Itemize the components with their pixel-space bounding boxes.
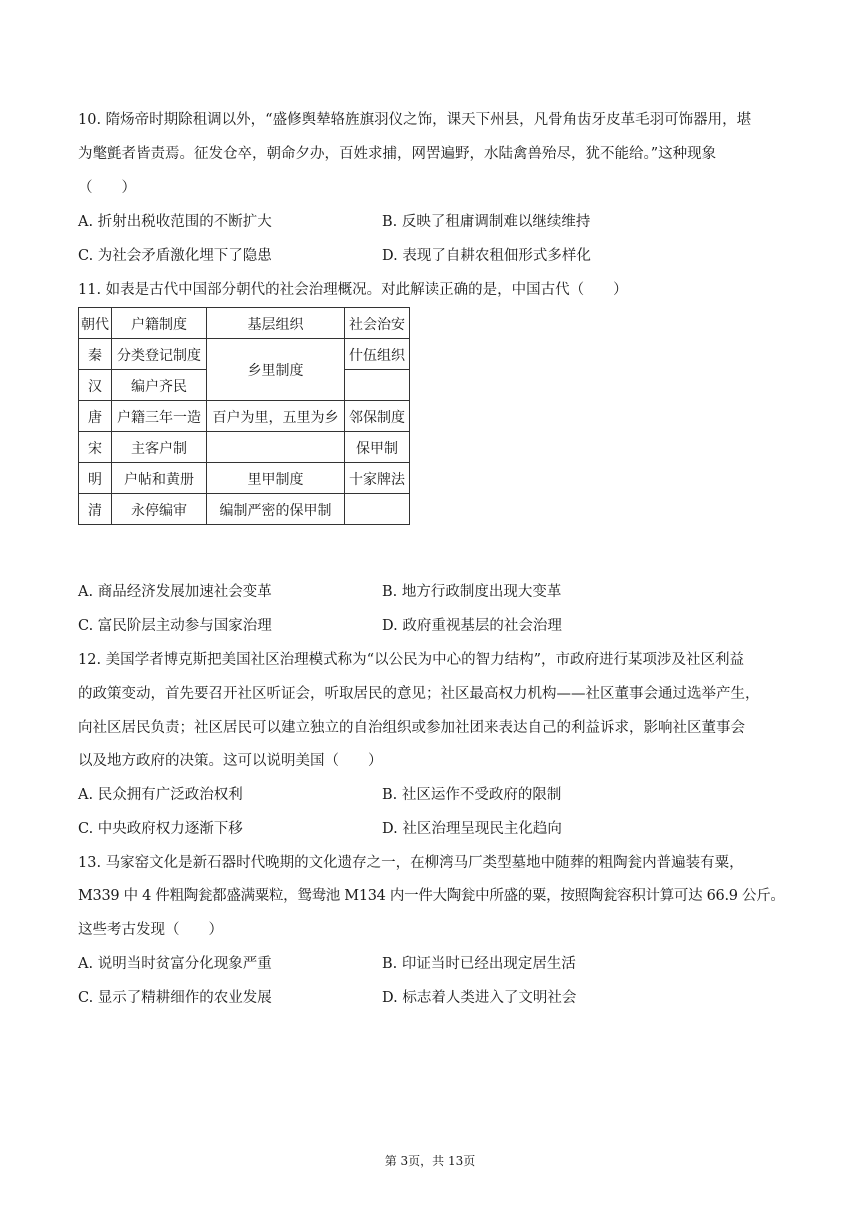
table-cell: 十家牌法 xyxy=(345,463,410,494)
table-row xyxy=(79,401,410,432)
table-cell: 分类登记制度 xyxy=(112,339,207,370)
q13-option-b: B. 印证当时已经出现定居生活 xyxy=(382,956,576,972)
q13-option-d: D. 标志着人类进入了文明社会 xyxy=(382,990,577,1006)
table-cell: 编制严密的保甲制 xyxy=(207,494,345,525)
q10-stem-line-3: （ ） xyxy=(78,180,136,196)
q13-option-a: A. 说明当时贫富分化现象严重 xyxy=(78,956,272,972)
table-cell xyxy=(207,432,345,463)
q12-option-c: C. 中央政府权力逐渐下移 xyxy=(78,821,243,837)
table-cell: 里甲制度 xyxy=(207,463,345,494)
q13-stem-line-2: M339 中 4 件粗陶瓮都盛满粟粒，鸳鸯池 M134 内一件大陶瓮中所盛的粟，按照陶瓮容积计算可达 66.9 公斤。 xyxy=(78,888,785,904)
q12-stem-line-1: 12. 美国学者博克斯把美国社区治理模式称为“以公民为中心的智力结构”，市政府进行某项涉及社区利益 xyxy=(78,652,744,668)
q12-stem-line-2: 的政策变动，首先要召开社区听证会，听取居民的意见；社区最高权力机构——社区董事会通过选举产生， xyxy=(78,686,760,702)
table-cell: 什伍组织 xyxy=(345,339,410,370)
q13-stem-line-3: 这些考古发现（ ） xyxy=(78,922,223,938)
q12-stem-line-4: 以及地方政府的决策。这可以说明美国（ ） xyxy=(78,753,383,769)
table-cell: 唐 xyxy=(79,401,112,432)
table-cell: 主客户制 xyxy=(112,432,207,463)
q10-option-a: A. 折射出税收范围的不断扩大 xyxy=(78,214,272,230)
table-header-row xyxy=(79,308,410,339)
table-header-cell: 基层组织 xyxy=(207,308,345,339)
q11-option-b: B. 地方行政制度出现大变革 xyxy=(382,584,562,600)
q10-option-b: B. 反映了租庸调制难以继续维持 xyxy=(382,214,591,230)
q10-stem-line-2: 为氅氈者皆责焉。征发仓卒，朝命夕办，百姓求捕，网罟遍野，水陆禽兽殆尽，犹不能给。”这种现象 xyxy=(78,146,717,162)
table-cell: 明 xyxy=(79,463,112,494)
q12-option-d: D. 社区治理呈现民主化趋向 xyxy=(382,821,562,837)
table-cell: 编户齐民 xyxy=(112,370,207,401)
table-cell xyxy=(345,370,410,401)
q11-option-a: A. 商品经济发展加速社会变革 xyxy=(78,584,272,600)
table-cell: 百户为里，五里为乡 xyxy=(207,401,345,432)
q11-stem: 11. 如表是古代中国部分朝代的社会治理概况。对此解读正确的是，中国古代（ ） xyxy=(78,282,628,298)
q13-stem-line-1: 13. 马家窑文化是新石器时代晚期的文化遗存之一，在柳湾马厂类型墓地中随葬的粗陶瓮内普遍装有粟， xyxy=(78,855,744,871)
q10-stem-line-1: 10. 隋炀帝时期除租调以外，“盛修舆辇辂旌旗羽仪之饰，课天下州县，凡骨角齿牙皮革毛羽可饰器用，堪 xyxy=(78,112,752,128)
table-row xyxy=(79,432,410,463)
page-number-footer: 第 3页，共 13页 xyxy=(384,1154,476,1168)
table-header-cell: 朝代 xyxy=(79,308,112,339)
table-cell: 宋 xyxy=(79,432,112,463)
table-cell: 乡里制度 xyxy=(207,339,345,401)
table-row xyxy=(79,463,410,494)
table-row xyxy=(79,494,410,525)
table-row xyxy=(79,339,410,370)
q12-option-b: B. 社区运作不受政府的限制 xyxy=(382,787,562,803)
table-cell: 邻保制度 xyxy=(345,401,410,432)
table-cell: 秦 xyxy=(79,339,112,370)
q12-option-a: A. 民众拥有广泛政治权利 xyxy=(78,787,243,803)
table-cell: 户籍三年一造 xyxy=(112,401,207,432)
table-cell: 清 xyxy=(79,494,112,525)
q10-option-d: D. 表现了自耕农租佃形式多样化 xyxy=(382,248,591,264)
q11-option-d: D. 政府重视基层的社会治理 xyxy=(382,618,562,634)
q11-option-c: C. 富民阶层主动参与国家治理 xyxy=(78,618,272,634)
q12-stem-line-3: 向社区居民负责；社区居民可以建立独立的自治组织或参加社团来表达自己的利益诉求，影响社区董事会 xyxy=(78,720,745,736)
table-cell: 汉 xyxy=(79,370,112,401)
q10-option-c: C. 为社会矛盾激化埋下了隐患 xyxy=(78,248,272,264)
governance-table xyxy=(78,307,410,525)
table-cell xyxy=(345,494,410,525)
table-header-cell: 户籍制度 xyxy=(112,308,207,339)
table-cell: 户帖和黄册 xyxy=(112,463,207,494)
q13-option-c: C. 显示了精耕细作的农业发展 xyxy=(78,990,272,1006)
table-cell: 永停编审 xyxy=(112,494,207,525)
table-cell: 保甲制 xyxy=(345,432,410,463)
table-header-cell: 社会治安 xyxy=(345,308,410,339)
